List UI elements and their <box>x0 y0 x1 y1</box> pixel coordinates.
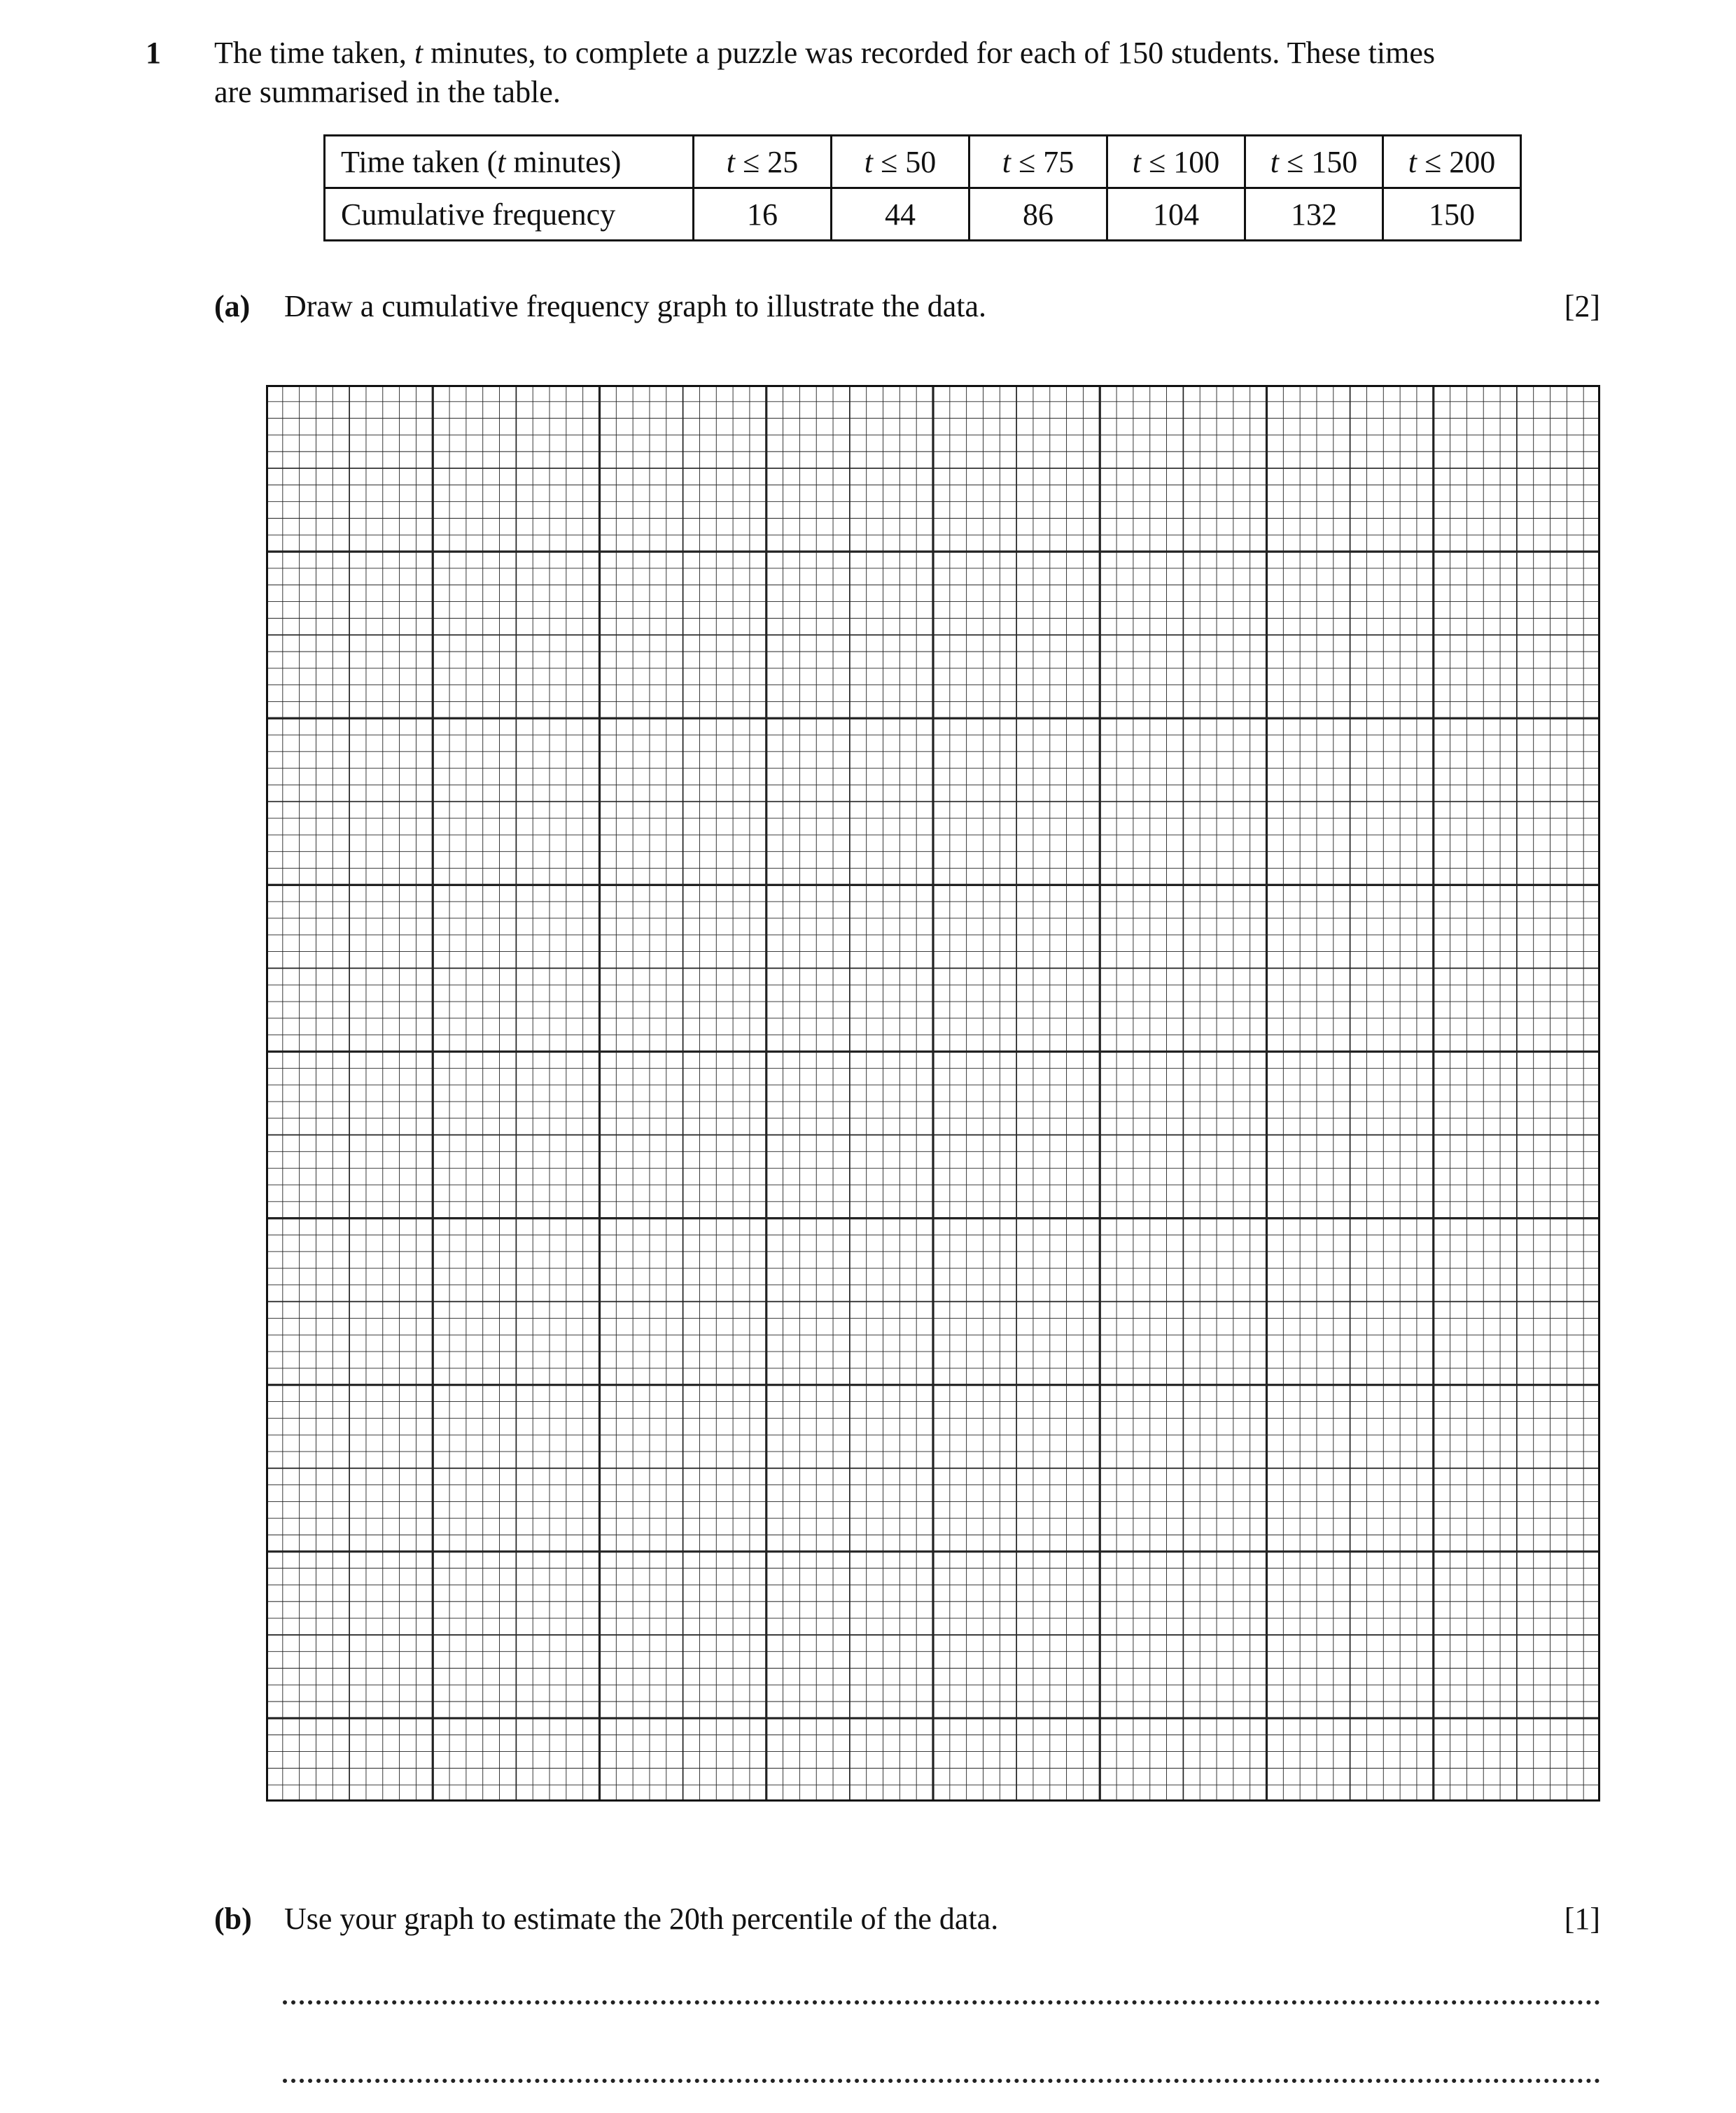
answer-line[interactable] <box>283 2079 1600 2083</box>
row-header-cumulative-frequency: Cumulative frequency <box>325 188 694 241</box>
frequency-table <box>323 134 1522 241</box>
part-b-text: Use your graph to estimate the 20th percentile of the data. <box>284 1902 999 1936</box>
cell-symbol: ≤ <box>743 144 760 179</box>
time-cell <box>1107 136 1245 188</box>
part-b-label: (b) <box>214 1902 252 1936</box>
part-b-marks: [1] <box>1564 1902 1600 1936</box>
time-cell <box>1383 136 1521 188</box>
time-cell <box>1245 136 1383 188</box>
row-header-text-b: minutes) <box>505 144 622 179</box>
cell-threshold: 50 <box>905 144 937 179</box>
cell-threshold: 75 <box>1043 144 1074 179</box>
cell-symbol: ≤ <box>1018 144 1036 179</box>
cell-symbol: ≤ <box>881 144 898 179</box>
intro-variable: t <box>414 36 424 70</box>
part-b <box>214 1900 1600 1939</box>
row-header-text-a: Time taken ( <box>341 144 498 179</box>
intro-text-a: The time taken, <box>214 36 414 70</box>
row-header-time <box>325 136 694 188</box>
frequency-cell: 16 <box>694 188 832 241</box>
cell-variable: t <box>1132 144 1142 179</box>
question-intro <box>214 34 1614 112</box>
cell-variable: t <box>1408 144 1418 179</box>
graph-paper[interactable] <box>266 385 1600 1805</box>
cell-threshold: 200 <box>1449 144 1496 179</box>
cell-threshold: 150 <box>1311 144 1358 179</box>
cell-symbol: ≤ <box>1149 144 1166 179</box>
part-a-marks: [2] <box>1564 289 1600 323</box>
intro-line-1 <box>214 34 1614 73</box>
cell-symbol: ≤ <box>1287 144 1304 179</box>
cell-threshold: 25 <box>767 144 799 179</box>
time-cell <box>969 136 1107 188</box>
answer-line[interactable] <box>283 2000 1600 2005</box>
cell-variable: t <box>1002 144 1011 179</box>
time-cell <box>832 136 969 188</box>
part-a-text: Draw a cumulative frequency graph to illustrate the data. <box>284 289 987 323</box>
intro-text-b: minutes, to complete a puzzle was recorded for each of 150 students. These times <box>423 36 1435 70</box>
time-cell <box>694 136 832 188</box>
part-a-label: (a) <box>214 289 251 323</box>
frequency-cell: 44 <box>832 188 969 241</box>
row-header-variable: t <box>497 144 506 179</box>
cell-variable: t <box>726 144 736 179</box>
graph-grid[interactable] <box>266 385 1600 1802</box>
intro-line-2: are summarised in the table. <box>214 75 561 109</box>
cell-symbol: ≤ <box>1424 144 1442 179</box>
part-a <box>214 287 1600 326</box>
table-row-time <box>325 136 1521 188</box>
cell-threshold: 100 <box>1173 144 1220 179</box>
frequency-cell: 86 <box>969 188 1107 241</box>
question-number: 1 <box>146 36 161 70</box>
frequency-cell: 150 <box>1383 188 1521 241</box>
frequency-cell: 104 <box>1107 188 1245 241</box>
cell-variable: t <box>864 144 874 179</box>
cell-variable: t <box>1270 144 1280 179</box>
frequency-cell: 132 <box>1245 188 1383 241</box>
table-row-cumulative-frequency <box>325 188 1521 241</box>
